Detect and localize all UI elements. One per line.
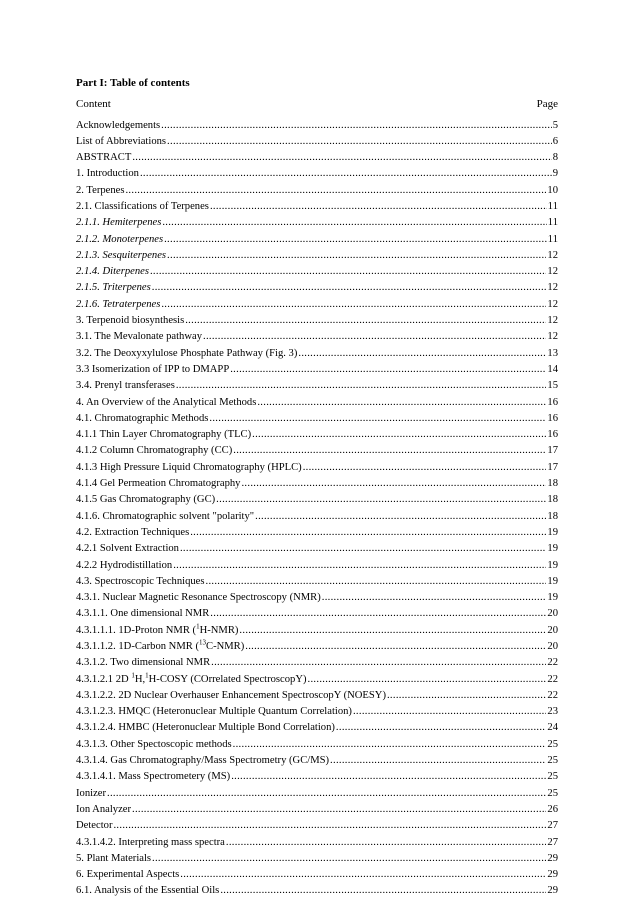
dot-leader [336, 720, 546, 736]
toc-entry-title [76, 688, 386, 704]
toc-entry [76, 118, 558, 134]
toc-entry-title-part: 4.3.1.4.1. Mass Spectrometery (MS) [76, 771, 231, 783]
dot-leader [107, 786, 546, 802]
dot-leader [245, 639, 546, 655]
toc-entry-title-part: H, [134, 673, 146, 685]
dot-leader [216, 492, 546, 508]
toc-entry [76, 411, 558, 427]
toc-entry-title [76, 867, 179, 883]
toc-entry-title [76, 606, 209, 622]
dot-leader [233, 443, 546, 459]
dot-leader [180, 867, 546, 883]
toc-entry-title-part: 4. An Overview of the Analytical Methods [76, 396, 257, 408]
toc-entry-title [76, 769, 230, 785]
toc-entry-page-number: 25 [547, 738, 558, 750]
toc-entry [76, 590, 558, 606]
toc-entry-title [76, 134, 166, 150]
toc-entry-page-number: 17 [547, 461, 558, 473]
dot-leader [176, 378, 547, 394]
toc-entry-page-number: 24 [547, 722, 558, 734]
dot-leader [239, 623, 546, 639]
toc-entry-title [76, 232, 163, 248]
toc-entry-title-part: 4.3.1.3. Other Spectoscopic methods [76, 738, 232, 750]
toc-entry-title-part: 2. Terpenes [76, 184, 125, 196]
toc-entry [76, 704, 558, 720]
toc-entry-title [76, 346, 297, 362]
toc-entry [76, 346, 558, 362]
toc-entry-page-number: 20 [547, 608, 558, 620]
toc-entry [76, 509, 558, 525]
toc-entry-title [76, 737, 232, 753]
toc-entry-page-number: 25 [547, 755, 558, 767]
dot-leader [185, 313, 546, 329]
dot-leader [230, 362, 546, 378]
toc-entry [76, 476, 558, 492]
toc-entry-title-part: 4.3.1.2.4. HMBC (Heteronuclear Multiple Bond Correlation) [76, 722, 335, 734]
toc-entry-page-number: 20 [547, 624, 558, 636]
toc-entry [76, 199, 558, 215]
toc-entry-page-number: 12 [547, 266, 558, 278]
dot-leader [113, 818, 546, 834]
toc-entry [76, 460, 558, 476]
dot-leader [173, 558, 546, 574]
toc-entry-title-part: 6. Experimental Aspects [76, 869, 180, 881]
toc-entry-page-number: 8 [552, 152, 558, 164]
toc-entry [76, 639, 558, 655]
toc-entry-page-number: 12 [547, 282, 558, 294]
toc-entry [76, 150, 558, 166]
toc-entry-page-number: 12 [547, 331, 558, 343]
toc-entry-title [76, 395, 256, 411]
toc-entry [76, 280, 558, 296]
dot-leader [132, 802, 546, 818]
toc-entry-page-number: 17 [547, 445, 558, 457]
toc-entry-title [76, 427, 251, 443]
toc-entry-title [76, 541, 179, 557]
toc-entry [76, 688, 558, 704]
toc-entry-title-part: H-COSY (COrrelated SpectroscopY) [148, 673, 307, 685]
toc-entry-title-part: 4.3.1.2. Two dimensional NMR [76, 657, 211, 669]
toc-entry [76, 753, 558, 769]
toc-entry-title-part: 4.3.1.1. One dimensional NMR [76, 608, 210, 620]
toc-entry-title [76, 753, 329, 769]
toc-entry-title-part: 4.3.1. Nuclear Magnetic Resonance Spectroscopy (NMR) [76, 592, 321, 604]
toc-entry-page-number: 11 [547, 217, 558, 229]
toc-entry [76, 362, 558, 378]
superscript: 13 [199, 638, 206, 647]
toc-entry [76, 395, 558, 411]
toc-entry-title-part: H-NMR) [199, 624, 239, 636]
toc-entry-title-part: 2.1. Classifications of Terpenes [76, 200, 209, 212]
dot-leader [330, 753, 546, 769]
toc-entry-page-number: 25 [547, 771, 558, 783]
toc-entry-page-number: 20 [547, 641, 558, 652]
toc-entry-title [76, 639, 244, 655]
dot-leader [203, 329, 546, 345]
toc-entry [76, 297, 558, 313]
toc-entry [76, 835, 558, 851]
superscript: 1 [196, 622, 200, 631]
toc-entry [76, 134, 558, 150]
toc-entry-title [76, 215, 161, 231]
toc-list [76, 118, 558, 900]
toc-entry-title-part: 4.1.3 High Pressure Liquid Chromatography (HPLC) [76, 461, 302, 473]
toc-entry [76, 541, 558, 557]
dot-leader [233, 737, 547, 753]
dot-leader [132, 150, 551, 166]
toc-entry-page-number: 23 [547, 706, 558, 718]
dot-leader [125, 183, 546, 199]
toc-entry-page-number: 29 [547, 885, 558, 897]
toc-entry-title-part: 5. Plant Materials [76, 852, 152, 864]
toc-entry-title [76, 150, 131, 166]
toc-entry [76, 737, 558, 753]
dot-leader [211, 655, 546, 671]
toc-entry-page-number: 29 [547, 852, 558, 864]
toc-entry-title [76, 183, 124, 199]
toc-entry-title [76, 248, 166, 264]
toc-entry-title-part: 4.3. Spectroscopic Techniques [76, 575, 205, 587]
toc-entry-page-number: 10 [547, 184, 558, 196]
toc-entry-title-part: 2.1.6. Tetraterpenes [76, 298, 161, 310]
superscript: 1 [145, 671, 149, 680]
toc-entry-title-part: 4.1.4 Gel Permeation Chromatography [76, 478, 241, 490]
toc-entry-title-part: 2.1.4. Diterpenes [76, 266, 149, 278]
toc-entry-page-number: 18 [547, 510, 558, 522]
toc-entry-title-part: Ion Analyzer [76, 803, 132, 815]
toc-entry-page-number: 29 [547, 869, 558, 881]
toc-entry [76, 215, 558, 231]
toc-entry-title [76, 802, 131, 818]
dot-leader [210, 199, 547, 215]
toc-entry-title-part: 4.2. Extraction Techniques [76, 526, 190, 538]
toc-entry [76, 672, 558, 688]
toc-entry-title-part: 2.1.1. Hemiterpenes [76, 217, 162, 229]
toc-entry-title-part: 6.1. Analysis of the Essential Oils [76, 885, 220, 897]
toc-entry-page-number: 12 [547, 249, 558, 261]
toc-entry-title-part: 4.3.1.4.2. Interpreting mass spectra [76, 836, 225, 848]
toc-entry [76, 329, 558, 345]
toc-entry-title [76, 786, 106, 802]
dot-leader [353, 704, 546, 720]
toc-entry-page-number: 11 [547, 200, 558, 212]
toc-entry-page-number: 19 [547, 559, 558, 571]
toc-entry-page-number: 27 [547, 820, 558, 832]
toc-entry-title [76, 264, 149, 280]
toc-entry [76, 443, 558, 459]
toc-entry-page-number: 16 [547, 429, 558, 441]
toc-entry-title [76, 574, 205, 590]
toc-entry [76, 851, 558, 867]
toc-entry-page-number: 25 [547, 787, 558, 799]
toc-entry-title [76, 460, 302, 476]
dot-leader [298, 346, 546, 362]
toc-entry-title-part: 4.3.1.2.2. 2D Nuclear Overhauser Enhancement SpectroscopY (NOESY) [76, 689, 386, 701]
toc-entry [76, 720, 558, 736]
dot-leader [308, 672, 547, 688]
toc-entry-title-part: 2.1.2. Monoterpenes [76, 233, 164, 245]
toc-entry-title-part: 3.3 Isomerization of IPP to DMAPP [76, 363, 230, 375]
dot-leader [161, 297, 546, 313]
toc-entry-title [76, 329, 202, 345]
toc-entry-title-part: 4.1.2 Column Chromatography (CC) [76, 445, 233, 457]
toc-entry-page-number: 12 [547, 315, 558, 327]
toc-entry-title [76, 835, 225, 851]
toc-entry-title [76, 118, 160, 134]
toc-entry [76, 183, 558, 199]
toc-entry [76, 606, 558, 622]
dot-leader [150, 264, 546, 280]
toc-entry [76, 558, 558, 574]
toc-entry-title [76, 492, 215, 508]
toc-entry-page-number: 5 [552, 119, 558, 131]
toc-entry-page-number: 16 [547, 412, 558, 424]
toc-entry-page-number: 26 [547, 803, 558, 815]
dot-leader [190, 525, 546, 541]
toc-entry-title [76, 509, 254, 525]
toc-entry [76, 525, 558, 541]
toc-entry-page-number: 27 [547, 836, 558, 848]
dot-leader [303, 460, 547, 476]
toc-entry-title-part: Detector [76, 820, 113, 832]
dot-leader [322, 590, 547, 606]
dot-leader [226, 835, 547, 851]
column-headers [76, 98, 558, 110]
dot-leader [180, 541, 546, 557]
toc-entry-page-number: 22 [547, 689, 558, 701]
toc-entry-page-number: 19 [547, 526, 558, 538]
toc-entry-page-number: 19 [547, 543, 558, 555]
toc-entry-title [76, 280, 151, 296]
toc-entry [76, 623, 558, 639]
dot-leader [162, 215, 546, 231]
toc-entry-title [76, 623, 238, 639]
dot-leader [220, 883, 546, 899]
toc-entry [76, 264, 558, 280]
toc-entry [76, 883, 558, 899]
dot-leader [164, 232, 547, 248]
toc-entry-title [76, 362, 229, 378]
toc-entry-title-part: 4.3.1.4. Gas Chromatography/Mass Spectrometry (GC/MS) [76, 755, 330, 767]
toc-entry-title [76, 166, 139, 182]
toc-entry-title [76, 443, 232, 459]
toc-entry-title [76, 720, 335, 736]
toc-entry-page-number: 15 [547, 380, 558, 392]
toc-entry-page-number: 13 [547, 347, 558, 359]
toc-entry-title-part: 4.2.1 Solvent Extraction [76, 543, 179, 555]
toc-entry-title [76, 558, 172, 574]
toc-entry-title-part: 4.1.5 Gas Chromatography (GC) [76, 494, 216, 506]
toc-entry-page-number: 18 [547, 478, 558, 490]
toc-entry-page-number: 12 [547, 298, 558, 310]
toc-entry [76, 574, 558, 590]
toc-entry [76, 655, 558, 671]
toc-entry-title-part: 3.2. The Deoxyxylulose Phosphate Pathway (Fig. 3) [76, 347, 298, 359]
toc-entry [76, 786, 558, 802]
toc-entry-title [76, 672, 307, 688]
toc-entry-title [76, 411, 208, 427]
dot-leader [152, 280, 547, 296]
toc-entry-page-number: 11 [547, 233, 558, 245]
toc-entry-title-part: 2.1.5. Triterpenes [76, 282, 151, 294]
dot-leader [152, 851, 546, 867]
toc-entry-title-part: C-NMR) [206, 641, 245, 652]
dot-leader [161, 118, 552, 134]
toc-entry [76, 378, 558, 394]
toc-entry [76, 867, 558, 883]
dot-leader [241, 476, 546, 492]
dot-leader [206, 574, 547, 590]
toc-entry-title-part: 4.1. Chromatographic Methods [76, 412, 209, 424]
toc-entry [76, 313, 558, 329]
toc-entry-title-part: 3.4. Prenyl transferases [76, 380, 175, 392]
dot-leader [257, 395, 546, 411]
toc-entry-title-part: 4.2.2 Hydrodistillation [76, 559, 173, 571]
content-column-header: Content [76, 98, 111, 110]
toc-entry-title [76, 199, 209, 215]
dot-leader [167, 134, 552, 150]
toc-entry-title-part: 4.3.1.2.1 2D [76, 673, 132, 685]
toc-entry-title [76, 704, 352, 720]
toc-entry [76, 166, 558, 182]
toc-entry [76, 818, 558, 834]
toc-entry-title-part: 1. Introduction [76, 168, 139, 180]
toc-entry [76, 232, 558, 248]
dot-leader [387, 688, 546, 704]
toc-entry [76, 802, 558, 818]
toc-entry-title [76, 655, 210, 671]
superscript: 1 [131, 671, 135, 680]
toc-entry-title-part: 4.1.6. Chromatographic solvent "polarity" [76, 510, 255, 522]
toc-entry-title [76, 851, 151, 867]
toc-entry-title-part: 4.3.1.1.1. 1D-Proton NMR ( [76, 624, 197, 636]
toc-entry-title-part: 4.3.1.1.2. 1D-Carbon NMR ( [76, 641, 199, 652]
dot-leader [140, 166, 552, 182]
dot-leader [210, 606, 546, 622]
toc-entry [76, 769, 558, 785]
dot-leader [255, 509, 546, 525]
toc-entry [76, 248, 558, 264]
toc-entry-title [76, 590, 321, 606]
toc-entry-title [76, 476, 240, 492]
toc-entry-title-part: Ionizer [76, 787, 106, 799]
toc-entry-title-part: 3. Terpenoid biosynthesis [76, 315, 185, 327]
toc-entry-title-part: 4.3.1.2.3. HMQC (Heteronuclear Multiple Quantum Correlation) [76, 706, 352, 718]
dot-leader [231, 769, 546, 785]
toc-entry-title [76, 525, 189, 541]
dot-leader [209, 411, 546, 427]
toc-entry-page-number: 16 [547, 396, 558, 408]
toc-entry-title-part: List of Abbreviations [76, 135, 167, 147]
page-title: Part I: Table of contents [76, 77, 190, 89]
toc-entry-page-number: 6 [552, 135, 558, 147]
toc-entry [76, 492, 558, 508]
toc-entry-title-part: Acknowledgements [76, 119, 161, 131]
dot-leader [252, 427, 546, 443]
toc-entry-title [76, 818, 112, 834]
toc-entry-page-number: 22 [547, 673, 558, 685]
toc-entry-title-part: ABSTRACT [76, 152, 132, 164]
toc-entry-title-part: 3.1. The Mevalonate pathway [76, 331, 203, 343]
toc-entry-title [76, 297, 160, 313]
toc-entry-title-part: 2.1.3. Sesquiterpenes [76, 249, 167, 261]
toc-entry-title-part: 4.1.1 Thin Layer Chromatography (TLC) [76, 429, 252, 441]
toc-entry-title [76, 313, 184, 329]
toc-entry-page-number: 19 [547, 592, 558, 604]
toc-entry-page-number: 18 [547, 494, 558, 506]
toc-entry-page-number: 9 [552, 168, 558, 180]
toc-entry-page-number: 14 [547, 363, 558, 375]
dot-leader [167, 248, 546, 264]
toc-entry-page-number: 22 [547, 657, 558, 669]
toc-entry-title [76, 378, 175, 394]
toc-entry [76, 427, 558, 443]
toc-entry-page-number: 19 [547, 575, 558, 587]
toc-entry-title [76, 883, 219, 899]
page-column-header: Page [536, 98, 558, 110]
